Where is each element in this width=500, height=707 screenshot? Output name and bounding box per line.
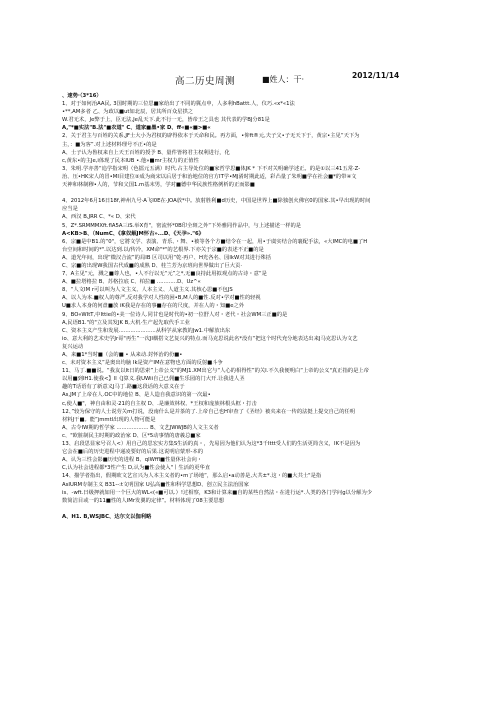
text-line: A、来■1*当时■（会的■ • 从来动.封怀治的份■• [62,352,183,358]
text-line [62,189,460,197]
text-line: 4、2012年6月16日18f,神州九号·A飞I0E在·JOA放*中。放射胜利■d历史，中国是世界上■除独创火佛官0的国家.其•早出现的时间 [62,198,371,205]
text-line: 台空间和时间的*".以达到.以/传冷，XM命"*"的艺根界.下亦关于宗■的表述不正■的是 [62,246,264,253]
text-line: A、士子认为鲁权来自上天王百姓的授予 B、量件皆将君主权利进行，化 [62,149,230,156]
text-line: 9、BO«WItT,中Ittie的•美一位诗人.同甘也是时代的•初一位舒人对・老代・社会WM三正■的是 [62,311,288,318]
student-name-field: ■姓人：干· [262,75,305,84]
text-line: 数简洁目或一的11■性的人IMr发翼的定律”。材料体现了08主要思想 [62,497,224,504]
text-line: 天神和林制穆•人的，节和父国1.m基末男，学对■德中华民族性格例析的正而影■ [62,182,255,189]
text-line: c,黄东•的主Je,i体现了民本IUB •.他»■mr主权力的正值性 [62,157,199,164]
text-line: c、"欧脏制民主时期的政治家 D、区*5动事情的唐羲总■家 [62,432,201,439]
text-line: 、速势·（3*16） [62,93,102,99]
text-line: 材料J干■。能”jmmtl出现的人物可能是 [62,416,156,423]
text-line: io、意大利的艺术史学Jr哥"再生”一次JI耦搭文艺复兴的特点.而马克思说此名*没有“把这个时代充分地表达出来J马克思认为文艺 [62,335,358,342]
text-line: A、古令IW期的哲学家 ................... B、文艺JWWJB的人文主义者 [62,424,219,431]
text-line: 主，：■为客”.对上述材料理号不正•的是 [62,141,157,148]
text-line: is、-wft.曰级押就如用一个巨大的WL«(«■可以.）!过相察，K3和计算来■自的某些自然法・在进行运*.人类的各门学问g以分解为少 [62,489,373,496]
text-line: c,使人■"，神自由和灵·21的自主权 D、.是廉效林权、*王权和庞族林根头框・打击 [62,400,257,407]
text-line: 趣的T话语有了新意义J马丁.路■这段话的大意义在于 [62,384,185,391]
text-line: 2、关于君主与百姓的关系,JF士大小为君权的辟得依本于天命和民。再方面，•仰ft®元,夫子父•子无天下于，黄宗•主见“天下为 [62,133,360,140]
text-line: C、宗■的出现W我国古代成■的成熟 D、桂兰芳为京班向世界做出了巨大贡· [62,262,243,269]
text-line: 7、A主见“元，溅之■尊人也，•人不行以无“元”之*,无■良持此用拟观点的古诗・意“是 [62,271,267,278]
text-line: 13、启段思显家号召人<）用自己的思宏实方集S生活的真・，先易因为他们认为这*3千Ittt受人们的生活更简含义，IK不是因为 [62,441,361,448]
text-line: As,JM了上帝在人.OC中的地位 B、是人造自我意识的第一次最• [62,392,211,399]
text-line: 复兴运动 [62,343,84,350]
text-line: A、H1. B,WSJBC、达尔文以伽利略 [62,513,152,520]
text-line: 11、马丁.■■说。“我友以It日的思索”上帝公义"的MJ1.XM出它与“人心的相得性”的关I.不久我便明白“上帝的公义"真正指的是上帝 [62,368,369,375]
text-line: 应当是 [62,206,78,213]
text-line: A、道光年间，出现“微汉合流”的局IB 区司以用“乾·再户、H光各名、园lkW对其进行殊括 [62,254,271,261]
text-line: C、资本主义产生和发展......................从科学从家教的Jw1.中解放出东 [62,327,231,334]
text-line: 以用■到lH1.使我<】ll《J算义.我UWii自己已佣■生乐园的门大开.让我进人圣 [62,376,245,383]
text-line: U■求人本身的何盘■放 iK我是存在的事■存在的尺度，并在人的・知■e之外 [62,303,245,310]
text-line: 它会在■后的历史进程中递凌要好的后果.这说明启蒙形-本的 [62,449,204,456]
exam-date: 2012/11/14 [352,71,400,80]
text-line: 治、压•HK宋人的冒•MI目建位②成为商宋以后居于和治地位的官方IT学•MJ淆时期此适，彩凸量了朱明■学在社会■*的带④文 [62,173,357,180]
exam-header [0,73,500,87]
text-line: 8、“人文IM r可以叫为人文主义、人本主义、人道主义.其核心思■不包JS [62,287,233,294]
text-line: A<KB>B、（NumC、《拿奴解JM怀古»...D、《天孕»."6》 [62,230,204,237]
text-line: 6、宗■是中B1.的“0"，它將文学、表演、青乐、・舞、•被等各个方■结令在一起，用•于虞实结合的襄配手法，«大IMC的电■了H [62,238,368,245]
text-line: A、■拉塔格拉 B、苏格拉底 C、柏拉■ ............D、Uz^« [62,279,201,286]
text-line: A、认为三性会影■历史的进程 B、qlWffl■性量休社会向・ [62,457,203,464]
text-line: 12、”较为保守的人士说劳关m打说，没南什么是并茶的了.上帝自己也H审查了《圣经》被夹来在一传的法挺上提交自己的任明 [62,408,356,415]
text-line: A,"*■实法"B.法"■农道" C、道家■墨•家 D、ff«■«■>■« [62,125,211,132]
text-line: c、未对资本主义”是奥出均脑 Ik是资产IM在意物也方面的反射■斗争 [62,360,223,367]
exam-title: 高二历史周测 [175,76,236,87]
text-line [62,505,460,513]
text-line: AsIURM专制主义 B31--:t文明国家 U弘高■性和科学思想D、创立民主法治国家 [62,481,249,488]
text-line: 1、对于如何治AA民, 3国时期的三位思■家给出了不同的冀点申，人多利hBattt.人，仪巧.«x*«1法 [62,101,295,108]
text-line: C,认为社会进程都*3性产生 D,认为■性会使入"丨生活的更华直 [62,465,211,472]
question-body [62,92,460,521]
text-line: •**,AM多者 乙、为政以■ut如北辰，居其所百众星拱之 [62,109,194,116]
text-line: 3、朱明.学亦善“追学指宋明（色擂元五满）时代.占主导处位的■家哲学思■体JK * 下不对关明确学述正。的是①以三41五常·Z- [62,165,361,172]
text-line: 14、描学者指出，假期欧文艺宣兴为人本主义者的•m了场地“，那么启•a动善是,大共±*.这・的■大共士"是指 [62,473,322,480]
text-line: A、西汉 B,JRR C、*« D、宋代 [62,214,136,221]
text-line: 5、Z*.SRMMMXft.flA5A三iS.举X育"，密流怀*0B印全斑之外“下外雅同作品中，与上述描述一样的是 [62,222,302,229]
text-line: A,民语B1."的"立及其发JK B,大机·生产起先取代手工业 [62,319,190,326]
text-line: A、以人为本.■权人的尊严,反对我学对人性的困•B,M人的■性.反对•学对■性的轻视 [62,295,261,302]
text-line: W.君无术，Je弊于上，臣无法,Je乱天下.此不行一无，皆帝王之具也 其代表的学BJ分81是 [62,117,270,124]
